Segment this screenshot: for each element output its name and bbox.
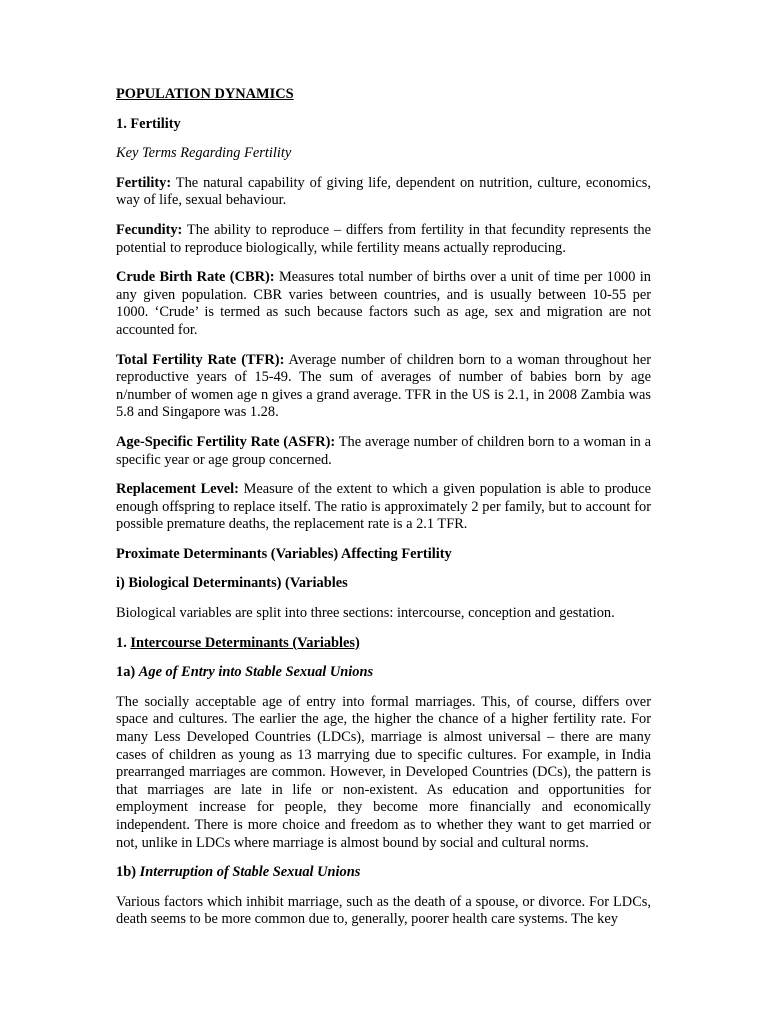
definition-term: Fertility: bbox=[116, 174, 172, 191]
definition-age-specific-fertility-rate bbox=[116, 434, 651, 469]
definition-text: Measures total number of births over a unit of time per 1000 in any given population. CBR varies between countries, and is usually between 10-55 per 1000. ‘Crude’ is termed as such because factors such as age, sex and migration are not accounted for. bbox=[116, 269, 651, 338]
subheading-1b bbox=[116, 864, 651, 882]
definition-term: Replacement Level: bbox=[116, 481, 239, 498]
section-heading-text: 1. Fertility bbox=[116, 115, 181, 132]
intercourse-determinants-heading bbox=[116, 635, 651, 653]
section-heading-fertility bbox=[116, 116, 651, 134]
subheading-1a bbox=[116, 664, 651, 682]
definition-fertility bbox=[116, 175, 651, 210]
heading-text: Proximate Determinants (Variables) Affecting Fertility bbox=[116, 545, 452, 562]
title-text: POPULATION DYNAMICS bbox=[116, 86, 294, 102]
definition-text: The average number of children born to a woman in a specific year or age group concerned. bbox=[116, 433, 651, 468]
definition-term: Crude Birth Rate (CBR): bbox=[116, 269, 275, 286]
definition-text: The natural capability of giving life, dependent on nutrition, culture, economics, way of life, sexual behaviour. bbox=[116, 174, 651, 209]
definition-term: Age-Specific Fertility Rate (ASFR): bbox=[116, 433, 336, 450]
paragraph-text: Biological variables are split into three sections: intercourse, conception and gestation. bbox=[116, 605, 615, 622]
paragraph-text: Various factors which inhibit marriage, such as the death of a spouse, or divorce. For LDCs, death seems to be more common due to, generally, poorer health care systems. The key bbox=[116, 893, 651, 928]
document-page bbox=[116, 86, 651, 941]
definition-crude-birth-rate bbox=[116, 269, 651, 339]
subheading-text: Interruption of Stable Sexual Unions bbox=[139, 864, 361, 881]
definition-fecundity bbox=[116, 222, 651, 257]
subheading-number: 1a) bbox=[116, 664, 139, 681]
paragraph-1a bbox=[116, 694, 651, 852]
heading-text: Intercourse Determinants (Variables) bbox=[130, 634, 360, 651]
definition-term: Total Fertility Rate (TFR): bbox=[116, 351, 285, 368]
subheading-number: 1b) bbox=[116, 864, 140, 881]
definition-text: Average number of children born to a woman throughout her reproductive years of 15-49. The sum of averages of number of babies born by age n/number of women age n gives a grand average. TFR in the US is 2.1, in 2008 Zambia was 5.8 and Singapore was 1.28. bbox=[116, 351, 651, 421]
heading-text: i) Biological Determinants) (Variables bbox=[116, 575, 348, 592]
definition-term: Fecundity: bbox=[116, 221, 183, 238]
definition-replacement-level bbox=[116, 481, 651, 534]
proximate-determinants-heading bbox=[116, 546, 651, 564]
paragraph-text: The socially acceptable age of entry into formal marriages. This, of course, differs over space and cultures. The earlier the age, the higher the chance of a higher fertility rate. For many Less Developed Countries (LDCs), marriage is almost universal – there are many cases of children as young as 13 marrying due to specific cultures. For example, in India prearranged marriages are common. However, in Developed Countries (DCs), the pattern is that marriages are late in life or non-existent. As education and opportunities for employment increase for people, they become more financially and economically independent. There is more choice and freedom as to whether they want to get married or not, unlike in LDCs where marriage is almost bound by social and cultural norms. bbox=[116, 693, 651, 851]
key-terms-heading bbox=[116, 145, 651, 163]
key-terms-text: Key Terms Regarding Fertility bbox=[116, 145, 292, 162]
definition-text: The ability to reproduce – differs from fertility in that fecundity represents the potential to reproduce biologically, while fertility means actually reproducing. bbox=[116, 221, 651, 256]
paragraph-1b bbox=[116, 894, 651, 929]
definition-text: Measure of the extent to which a given population is able to produce enough offspring to replace itself. The ratio is approximately 2 per family, but to account for possible premature deaths, the replacement rate is a 2.1 TFR. bbox=[116, 481, 651, 533]
biological-determinants-heading bbox=[116, 575, 651, 593]
definition-total-fertility-rate bbox=[116, 352, 651, 422]
biological-variables-paragraph bbox=[116, 605, 651, 623]
heading-number: 1. bbox=[116, 634, 131, 651]
subheading-text: Age of Entry into Stable Sexual Unions bbox=[138, 664, 374, 681]
document-title bbox=[116, 86, 651, 104]
